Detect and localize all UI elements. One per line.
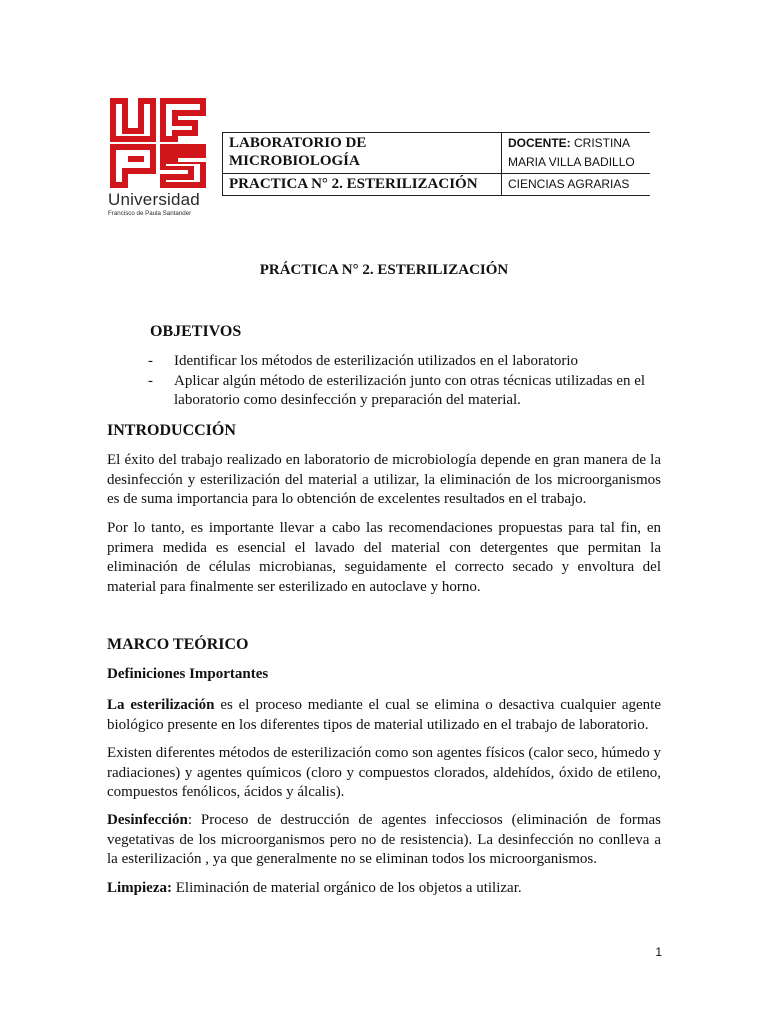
objetivos-heading: OBJETIVOS xyxy=(150,323,242,340)
header-lab-line1: LABORATORIO DE xyxy=(229,135,367,151)
header-table xyxy=(222,132,650,196)
header-docente-cell xyxy=(502,133,651,174)
definiciones-heading: Definiciones Importantes xyxy=(107,666,269,682)
ufps-logo-icon xyxy=(108,96,208,190)
header-lab-cell xyxy=(223,133,502,174)
introduccion-heading: INTRODUCCIÓN xyxy=(107,422,236,439)
desinfeccion-term: Desinfección xyxy=(107,812,188,828)
objetivos-list xyxy=(148,352,668,411)
desinfeccion-text: : Proceso de destrucción de agentes infecciosos (eliminación de formas vegetativas de los microorganismos pero no de resistencia). La desinfección no conlleva a la esterilización , ya que generalmente no se eliminan todos los microorganismos. xyxy=(107,812,661,867)
list-item-text: Identificar los métodos de esterilización utilizados en el laboratorio xyxy=(174,353,579,369)
header-docente-name2: MARIA VILLA BADILLO xyxy=(508,155,635,169)
header-lab-line2: MICROBIOLOGÍA xyxy=(229,153,360,169)
introduccion-paragraph-1: El éxito del trabajo realizado en laboratorio de microbiología depende en gran manera de la desinfección y esterilización del material a utilizar, la eliminación de los microorganismos es de suma importancia para lo obtención de excelentes resultados en el trabajo. xyxy=(107,452,661,507)
university-logo xyxy=(108,96,208,222)
page-number: 1 xyxy=(655,945,662,959)
limpieza-paragraph xyxy=(107,879,661,899)
marco-heading: MARCO TEÓRICO xyxy=(107,636,249,653)
header-docente-name1: CRISTINA xyxy=(574,136,631,150)
header-department-cell xyxy=(502,174,651,196)
esterilizacion-text: es el proceso mediante el cual se elimina o desactiva cualquier agente biológico presente en los diferentes tipos de material utilizado en el trabajo de laboratorio. xyxy=(107,697,662,733)
header-department: CIENCIAS AGRARIAS xyxy=(508,177,630,191)
list-item-text: Aplicar algún método de esterilización junto con otras técnicas utilizadas en el laboratorio como desinfección y preparación del material. xyxy=(174,372,646,408)
esterilizacion-paragraph xyxy=(107,696,661,735)
header-practica: PRACTICA N° 2. ESTERILIZACIÓN xyxy=(229,176,478,192)
limpieza-term: Limpieza: xyxy=(107,880,172,896)
header-docente-label: DOCENTE: xyxy=(508,136,571,150)
logo-wordmark: Universidad xyxy=(108,190,200,209)
logo-subtitle: Francisco de Paula Santander xyxy=(108,210,192,217)
desinfeccion-paragraph xyxy=(107,811,661,870)
header-practica-cell xyxy=(223,174,502,196)
list-item: - Identificar los métodos de esterilización utilizados en el laboratorio xyxy=(148,353,579,369)
metodos-paragraph: Existen diferentes métodos de esterilización como son agentes físicos (calor seco, húmedo y radiaciones) y agentes químicos (cloro y compuestos clorados, aldehídos, óxido de etileno, compuestos fenólicos, ácidos y álcalis). xyxy=(107,745,661,800)
esterilizacion-term: La esterilización xyxy=(107,697,215,713)
page-title: PRÁCTICA N° 2. ESTERILIZACIÓN xyxy=(259,262,509,278)
list-item: - Aplicar algún método de esterilización junto con otras técnicas utilizadas en el laboratorio como desinfección y preparación del material. xyxy=(148,372,646,408)
limpieza-text: Eliminación de material orgánico de los objetos a utilizar. xyxy=(172,880,522,896)
introduccion-paragraph-2: Por lo tanto, es importante llevar a cabo las recomendaciones propuestas para tal fin, en primera medida es esencial el lavado del material con detergentes que permitan la eliminación de células microbianas, seguidamente el correcto secado y envoltura del material para finalmente ser esterilizado en autoclave y horno. xyxy=(107,520,661,595)
